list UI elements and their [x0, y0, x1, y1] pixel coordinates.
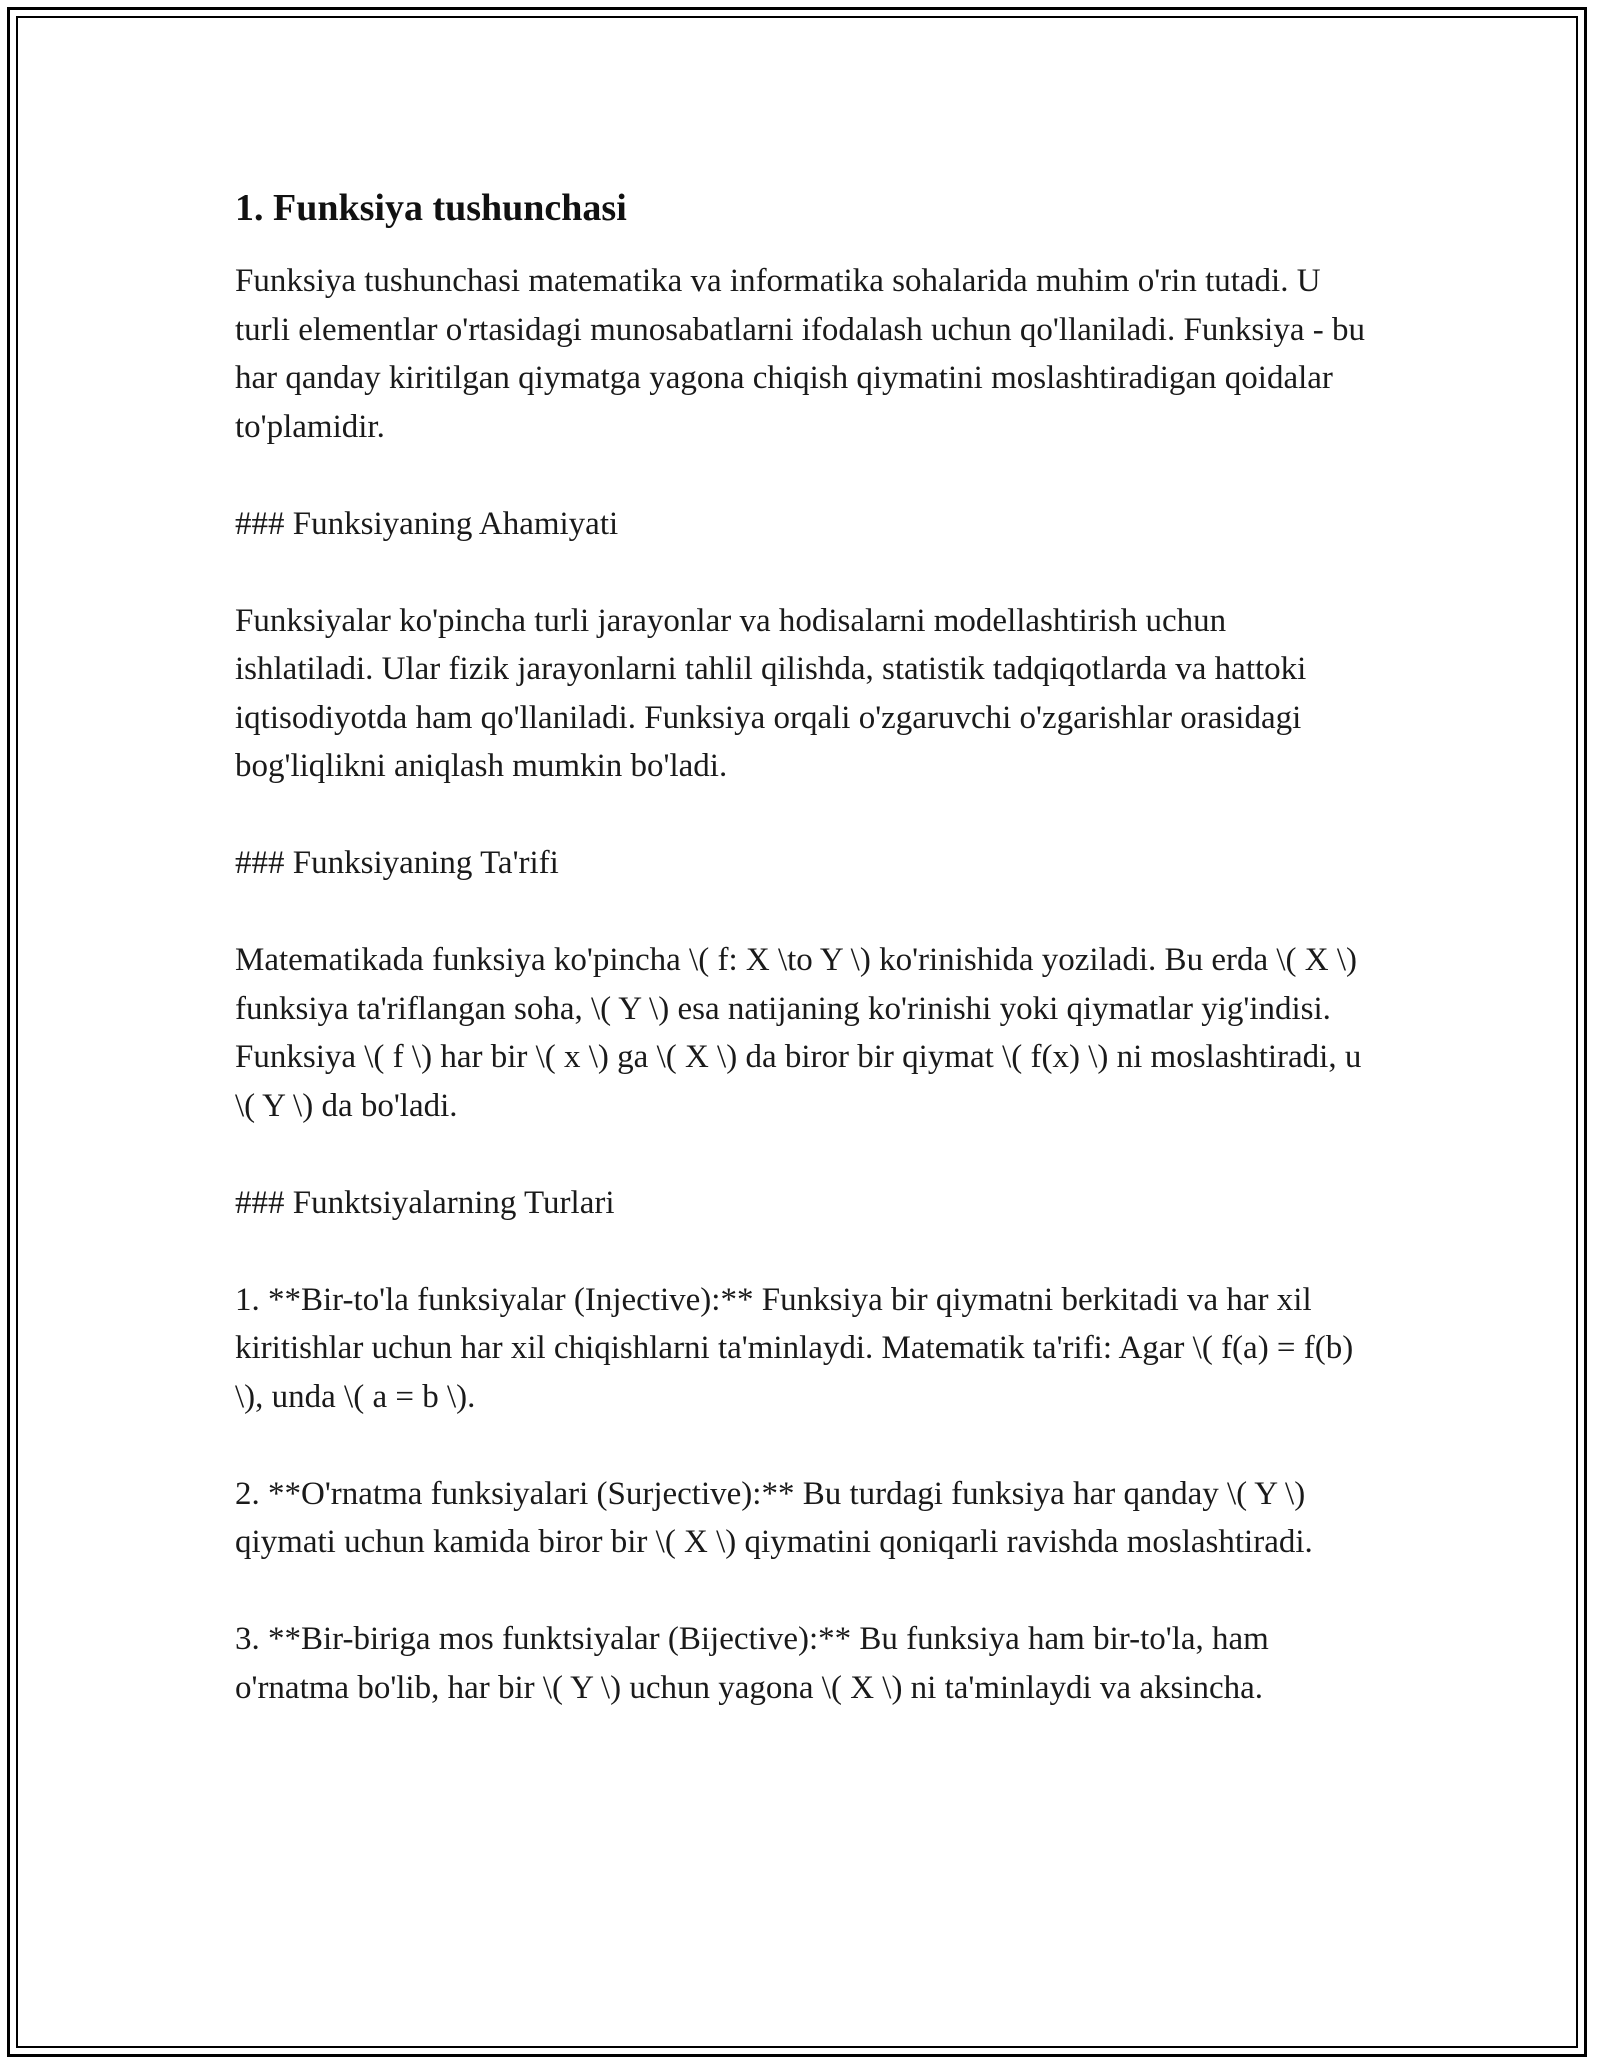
list-item-injective: 1. **Bir-to'la funksiyalar (Injective):** Funksiya bir qiymatni berkitadi va har xil kiritishlar uchun har xil chiqishlarni ta'minlaydi. Matematik ta'rifi: Agar \( f(a) = f(b) \), unda \( a = b \).: [235, 1281, 1354, 1415]
page-title: 1. Funksiya tushunchasi: [235, 187, 627, 229]
tarifi-paragraph: Matematikada funksiya ko'pincha \( f: X \to Y \) ko'rinishida yoziladi. Bu erda \( X \) funksiya ta'riflangan soha, \( Y \) esa natijaning ko'rinishi yoki qiymatlar yig'indisi. Funksiya \( f \) har bir \( x \) ga \( X \) da biror bir qiymat \( f(x) \) ni moslashtiradi, u \( Y \) da bo'ladi.: [235, 942, 1362, 1124]
section-heading-turlari: ### Funktsiyalarning Turlari: [235, 1184, 615, 1221]
section-heading-ahamiyati: ### Funksiyaning Ahamiyati: [235, 505, 619, 542]
ahamiyati-paragraph: Funksiyalar ko'pincha turli jarayonlar va hodisalarni modellashtirish uchun ishlatiladi. Ular fizik jarayonlarni tahlil qilishda, statistik tadqiqotlarda va hattoki iqtisodiyotda ham qo'llaniladi. Funksiya orqali o'zgaruvchi o'zgarishlar orasidagi bog'liqlikni aniqlash mumkin bo'ladi.: [235, 602, 1307, 784]
section-heading-tarifi: ### Funksiyaning Ta'rifi: [235, 845, 559, 881]
document-body: [235, 185, 1370, 1761]
list-item-bijective: 3. **Bir-biriga mos funktsiyalar (Bijective):** Bu funksiya ham bir-to'la, ham o'rnatma bo'lib, har bir \( Y \) uchun yagona \( X \) ni ta'minlaydi va aksincha.: [235, 1621, 1269, 1706]
list-item-surjective: 2. **O'rnatma funksiyalari (Surjective):** Bu turdagi funksiya har qanday \( Y \) qiymati uchun kamida biror bir \( X \) qiymatini qoniqarli ravishda moslashtiradi.: [235, 1475, 1313, 1560]
intro-paragraph: Funksiya tushunchasi matematika va informatika sohalarida muhim o'rin tutadi. U turli elementlar o'rtasidagi munosabatlarni ifodalash uchun qo'llaniladi. Funksiya - bu har qanday kiritilgan qiymatga yagona chiqish qiymatini moslashtiradigan qoidalar to'plamidir.: [235, 263, 1365, 445]
